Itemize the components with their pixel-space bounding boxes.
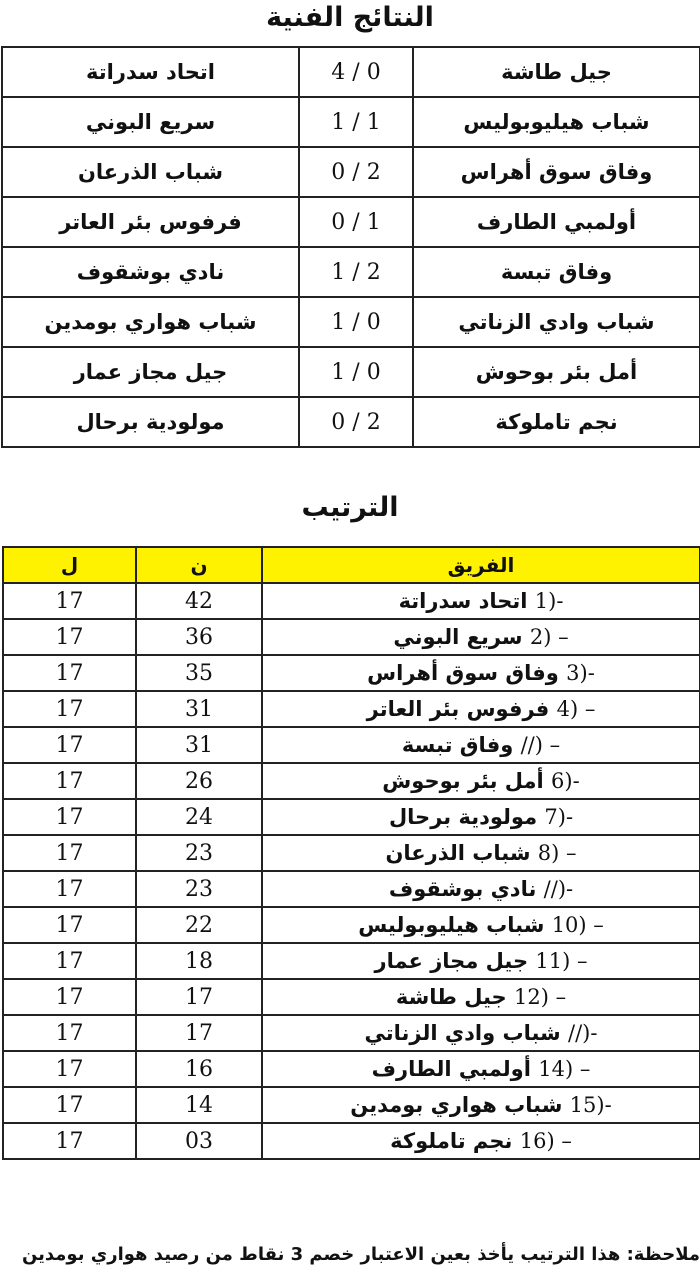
played-cell: 17 xyxy=(3,907,136,943)
standings-row xyxy=(3,943,700,979)
rank-label: 12) – xyxy=(514,985,567,1009)
away-team: شباب الذرعان xyxy=(2,147,299,197)
header-played: ل xyxy=(3,547,136,583)
team-cell xyxy=(262,1015,700,1051)
played-cell: 17 xyxy=(3,1015,136,1051)
team-name: شباب الذرعان xyxy=(385,841,531,865)
points-cell: 24 xyxy=(136,799,262,835)
away-team: شباب هواري بومدين xyxy=(2,297,299,347)
standings-row xyxy=(3,583,700,619)
result-row xyxy=(2,247,700,297)
standings-row xyxy=(3,907,700,943)
result-row xyxy=(2,297,700,347)
footnote: ملاحظة: هذا الترتيب يأخذ بعين الاعتبار خصم 3 نقاط من رصيد هواري بومدين xyxy=(21,1244,700,1265)
team-cell xyxy=(262,583,700,619)
standings-row xyxy=(3,691,700,727)
team-name: وفاق سوق أهراس xyxy=(367,661,559,685)
rank-label: 1)- xyxy=(534,589,564,613)
team-cell xyxy=(262,979,700,1015)
match-score: 0 / 2 xyxy=(299,147,413,197)
standings-title: الترتيب xyxy=(301,492,399,523)
team-name: شباب هيليوبوليس xyxy=(358,913,545,937)
results-table xyxy=(1,46,700,448)
header-points: ن xyxy=(136,547,262,583)
away-team: سريع البوني xyxy=(2,97,299,147)
played-cell: 17 xyxy=(3,763,136,799)
match-score: 1 / 0 xyxy=(299,297,413,347)
standings-row xyxy=(3,655,700,691)
played-cell: 17 xyxy=(3,871,136,907)
team-name: جيل مجاز عمار xyxy=(374,949,529,973)
standings-row xyxy=(3,799,700,835)
points-cell: 42 xyxy=(136,583,262,619)
points-cell: 14 xyxy=(136,1087,262,1123)
rank-label: 14) – xyxy=(538,1057,591,1081)
home-team: شباب هيليوبوليس xyxy=(413,97,700,147)
team-cell xyxy=(262,691,700,727)
played-cell: 17 xyxy=(3,1123,136,1159)
team-cell xyxy=(262,799,700,835)
results-title: النتائج الفنية xyxy=(266,2,434,33)
team-cell xyxy=(262,727,700,763)
standings-row xyxy=(3,1123,700,1159)
points-cell: 23 xyxy=(136,835,262,871)
home-team: وفاق سوق أهراس xyxy=(413,147,700,197)
home-team: شباب وادي الزناتي xyxy=(413,297,700,347)
away-team: نادي بوشقوف xyxy=(2,247,299,297)
result-row xyxy=(2,397,700,447)
standings-row xyxy=(3,1015,700,1051)
played-cell: 17 xyxy=(3,979,136,1015)
played-cell: 17 xyxy=(3,943,136,979)
team-name: وفاق تبسة xyxy=(401,733,514,757)
team-cell xyxy=(262,655,700,691)
team-name: اتحاد سدراتة xyxy=(398,589,528,613)
rank-label: 16) – xyxy=(519,1129,572,1153)
points-cell: 16 xyxy=(136,1051,262,1087)
team-name: نجم تاملوكة xyxy=(390,1129,513,1153)
header-team: الفريق xyxy=(262,547,700,583)
standings-row xyxy=(3,979,700,1015)
home-team: وفاق تبسة xyxy=(413,247,700,297)
team-name: أولمبي الطارف xyxy=(371,1057,531,1081)
match-score: 1 / 2 xyxy=(299,247,413,297)
played-cell: 17 xyxy=(3,655,136,691)
standings-row xyxy=(3,835,700,871)
standings-row xyxy=(3,1087,700,1123)
rank-label: 3)- xyxy=(566,661,595,685)
team-cell xyxy=(262,943,700,979)
standings-row xyxy=(3,763,700,799)
match-score: 1 / 1 xyxy=(299,97,413,147)
played-cell: 17 xyxy=(3,619,136,655)
played-cell: 17 xyxy=(3,835,136,871)
team-name: جيل طاشة xyxy=(395,985,507,1009)
match-score: 1 / 0 xyxy=(299,347,413,397)
team-name: شباب هواري بومدين xyxy=(350,1093,563,1117)
points-cell: 17 xyxy=(136,1015,262,1051)
away-team: مولودية برحال xyxy=(2,397,299,447)
standings-row xyxy=(3,1051,700,1087)
team-name: مولودية برحال xyxy=(388,805,538,829)
points-cell: 23 xyxy=(136,871,262,907)
played-cell: 17 xyxy=(3,799,136,835)
result-row xyxy=(2,47,700,97)
points-cell: 31 xyxy=(136,691,262,727)
team-name: نادي بوشقوف xyxy=(388,877,537,901)
team-cell xyxy=(262,871,700,907)
points-cell: 22 xyxy=(136,907,262,943)
match-score: 0 / 2 xyxy=(299,397,413,447)
away-team: فرفوس بئر العاتر xyxy=(2,197,299,247)
points-cell: 18 xyxy=(136,943,262,979)
rank-label: //)- xyxy=(568,1021,598,1045)
result-row xyxy=(2,147,700,197)
result-row xyxy=(2,97,700,147)
team-name: فرفوس بئر العاتر xyxy=(366,697,550,721)
points-cell: 03 xyxy=(136,1123,262,1159)
home-team: أولمبي الطارف xyxy=(413,197,700,247)
rank-label: 8) – xyxy=(537,841,577,865)
team-name: سريع البوني xyxy=(393,625,523,649)
rank-label: 6)- xyxy=(551,769,580,793)
points-cell: 35 xyxy=(136,655,262,691)
team-name: شباب وادي الزناتي xyxy=(364,1021,561,1045)
played-cell: 17 xyxy=(3,727,136,763)
home-team: أمل بئر بوحوش xyxy=(413,347,700,397)
team-name: أمل بئر بوحوش xyxy=(382,769,544,793)
played-cell: 17 xyxy=(3,583,136,619)
rank-label: 7)- xyxy=(544,805,574,829)
points-cell: 31 xyxy=(136,727,262,763)
rank-label: //) – xyxy=(520,733,561,757)
rank-label: //)- xyxy=(543,877,574,901)
rank-label: 11) – xyxy=(535,949,588,973)
rank-label: 15)- xyxy=(569,1093,612,1117)
played-cell: 17 xyxy=(3,1051,136,1087)
standings-row xyxy=(3,727,700,763)
result-row xyxy=(2,197,700,247)
points-cell: 26 xyxy=(136,763,262,799)
result-row xyxy=(2,347,700,397)
standings-row xyxy=(3,619,700,655)
rank-label: 10) – xyxy=(551,913,604,937)
standings-header-row xyxy=(3,547,700,583)
rank-label: 2) – xyxy=(529,625,569,649)
team-cell xyxy=(262,907,700,943)
match-score: 4 / 0 xyxy=(299,47,413,97)
team-cell xyxy=(262,619,700,655)
team-cell xyxy=(262,1051,700,1087)
points-cell: 36 xyxy=(136,619,262,655)
away-team: اتحاد سدراتة xyxy=(2,47,299,97)
team-cell xyxy=(262,763,700,799)
team-cell xyxy=(262,1123,700,1159)
standings-row xyxy=(3,871,700,907)
home-team: جيل طاشة xyxy=(413,47,700,97)
team-cell xyxy=(262,835,700,871)
played-cell: 17 xyxy=(3,1087,136,1123)
standings-table xyxy=(2,546,700,1160)
played-cell: 17 xyxy=(3,691,136,727)
home-team: نجم تاملوكة xyxy=(413,397,700,447)
away-team: جيل مجاز عمار xyxy=(2,347,299,397)
rank-label: 4) – xyxy=(556,697,596,721)
team-cell xyxy=(262,1087,700,1123)
points-cell: 17 xyxy=(136,979,262,1015)
match-score: 0 / 1 xyxy=(299,197,413,247)
